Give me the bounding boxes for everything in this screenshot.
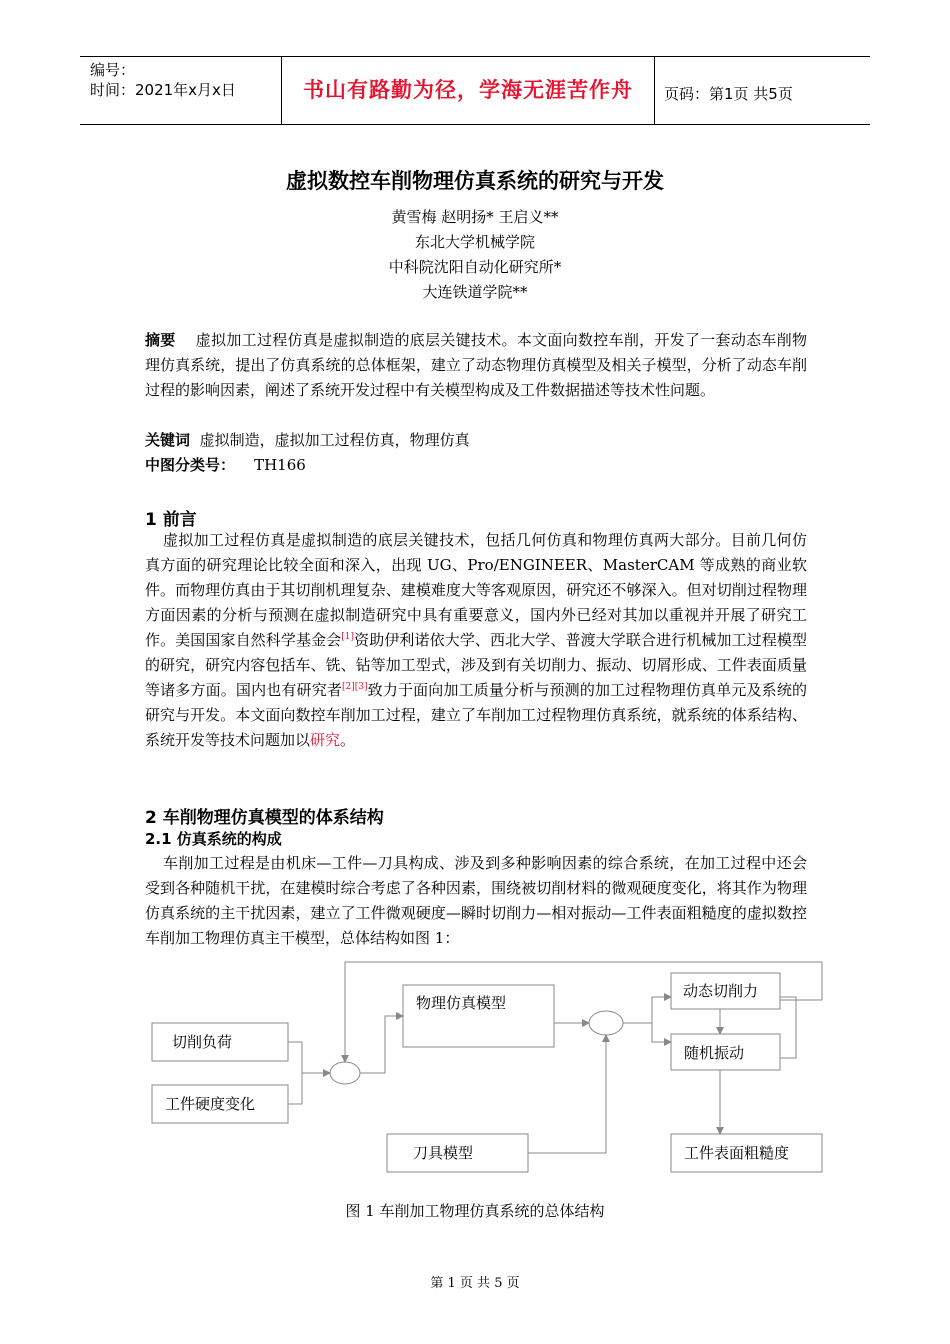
- label-random-vibration: 随机振动: [684, 1044, 745, 1062]
- header-motto: 书山有路勤为径，学海无涯苦作舟: [303, 78, 633, 102]
- label-tool-model: 刀具模型: [413, 1144, 474, 1162]
- header-page-info: 页码：第1页 共5页: [664, 85, 793, 103]
- label-surface-roughness: 工件表面粗糙度: [684, 1144, 790, 1162]
- arrow-tool-junction: [528, 1035, 606, 1153]
- label-physical-model: 物理仿真模型: [416, 994, 507, 1012]
- label-dynamic-force: 动态切削力: [683, 982, 759, 1000]
- arrow-to-force: [652, 997, 671, 1023]
- abstract-text: 虚拟加工过程仿真是虚拟制造的底层关键技术。本文面向数控车削，开发了一套动态车削物理仿真系统，提出了仿真系统的总体框架，建立了动态物理仿真模型及相关子模型，分析了动态车削过程的影响因素，阐述了系统开发过程中有关模型构成及工件数据描述等技术性问题。: [145, 331, 807, 399]
- label-hardness-change: 工件硬度变化: [165, 1095, 256, 1113]
- citation-1[interactable]: [1]: [341, 632, 355, 642]
- citation-2-3[interactable]: [2][3]: [342, 682, 368, 692]
- header-time-label: 时间：2021年x月x日: [90, 81, 236, 99]
- classification-value: TH166: [254, 456, 306, 474]
- line-cutting-load: [288, 1042, 302, 1073]
- section1-text-end: 。: [340, 731, 356, 749]
- junction-right: [589, 1011, 623, 1035]
- section1-text-part2: 资助伊利诺依大学、西北大学、普渡大学联合进行机械加工过程模型的研究，研究内容包括车、铣、钻等加工型式，涉及到有关切削力、振动、切屑形成、工件表面质量等诸多方面。国内也有研究者: [145, 631, 807, 699]
- label-cutting-load: 切削负荷: [172, 1033, 233, 1051]
- classification-label: 中图分类号：: [145, 456, 236, 474]
- page-footer: 第 1 页 共 5 页: [430, 1276, 520, 1291]
- affiliation-2: 中科院沈阳自动化研究所*: [388, 258, 562, 276]
- section2-paragraph: 车削加工过程是由机床—工件—刀具构成、涉及到多种影响因素的综合系统，在加工过程中还会受到各种随机干扰，在建模时综合考虑了各种因素，围绕被切削材料的微观硬度变化，将其作为物理仿真系统的主干扰因素，建立了工件微观硬度—瞬时切削力—相对振动—工件表面粗糙度的虚拟数控车削加工物理仿真主干模型，总体结构如图 1：: [145, 854, 807, 947]
- header-code-label: 编号：: [90, 61, 136, 79]
- section1-heading: 1 前言: [145, 510, 197, 530]
- affiliation-1: 东北大学机械学院: [414, 233, 535, 251]
- figure-caption: 图 1 车削加工物理仿真系统的总体结构: [345, 1202, 605, 1220]
- section1-text-part3: 致力于面向加工质量分析与预测的加工过程物理仿真单元及系统的研究与开发。本文面向数控车削加工过程，建立了车削加工过程物理仿真系统，就系统的体系结构、系统开发等技术问题加以: [145, 681, 807, 749]
- section2-heading: 2 车削物理仿真模型的体系结构: [145, 808, 384, 828]
- feedback-vibration-force: [780, 997, 796, 1058]
- paper-authors: 黄雪梅 赵明扬* 王启义**: [391, 208, 559, 226]
- arrow-to-vibration: [652, 1023, 671, 1042]
- paper-title: 虚拟数控车削物理仿真系统的研究与开发: [286, 169, 664, 193]
- keywords-label: 关键词: [145, 431, 191, 449]
- section1-text-part1: 虚拟加工过程仿真是虚拟制造的底层关键技术，包括几何仿真和物理仿真两大部分。目前几何仿真方面的研究理论比较全面和深入，出现 UG、Pro/ENGINEER、MasterCAM 等成熟的商业软件。而物理仿真由于其切削机理复杂、建模难度大等客观原因，研究还不够深入。但对切削过程物理方面因素的分析与预测在虚拟制造研究中具有重要意义，国内外已经对其加以重视并开展了研究工作。美国国家自然科学基金会: [145, 531, 807, 649]
- keywords-text: 虚拟制造，虚拟加工过程仿真，物理仿真: [199, 431, 470, 449]
- junction-left: [330, 1062, 360, 1084]
- arrow-junction-model: [360, 1016, 403, 1073]
- affiliation-3: 大连铁道学院**: [422, 283, 528, 301]
- research-link[interactable]: 研究: [310, 731, 341, 749]
- line-hardness: [288, 1073, 302, 1104]
- abstract-label: 摘要: [145, 331, 176, 349]
- section2-1-heading: 2.1 仿真系统的构成: [145, 830, 282, 848]
